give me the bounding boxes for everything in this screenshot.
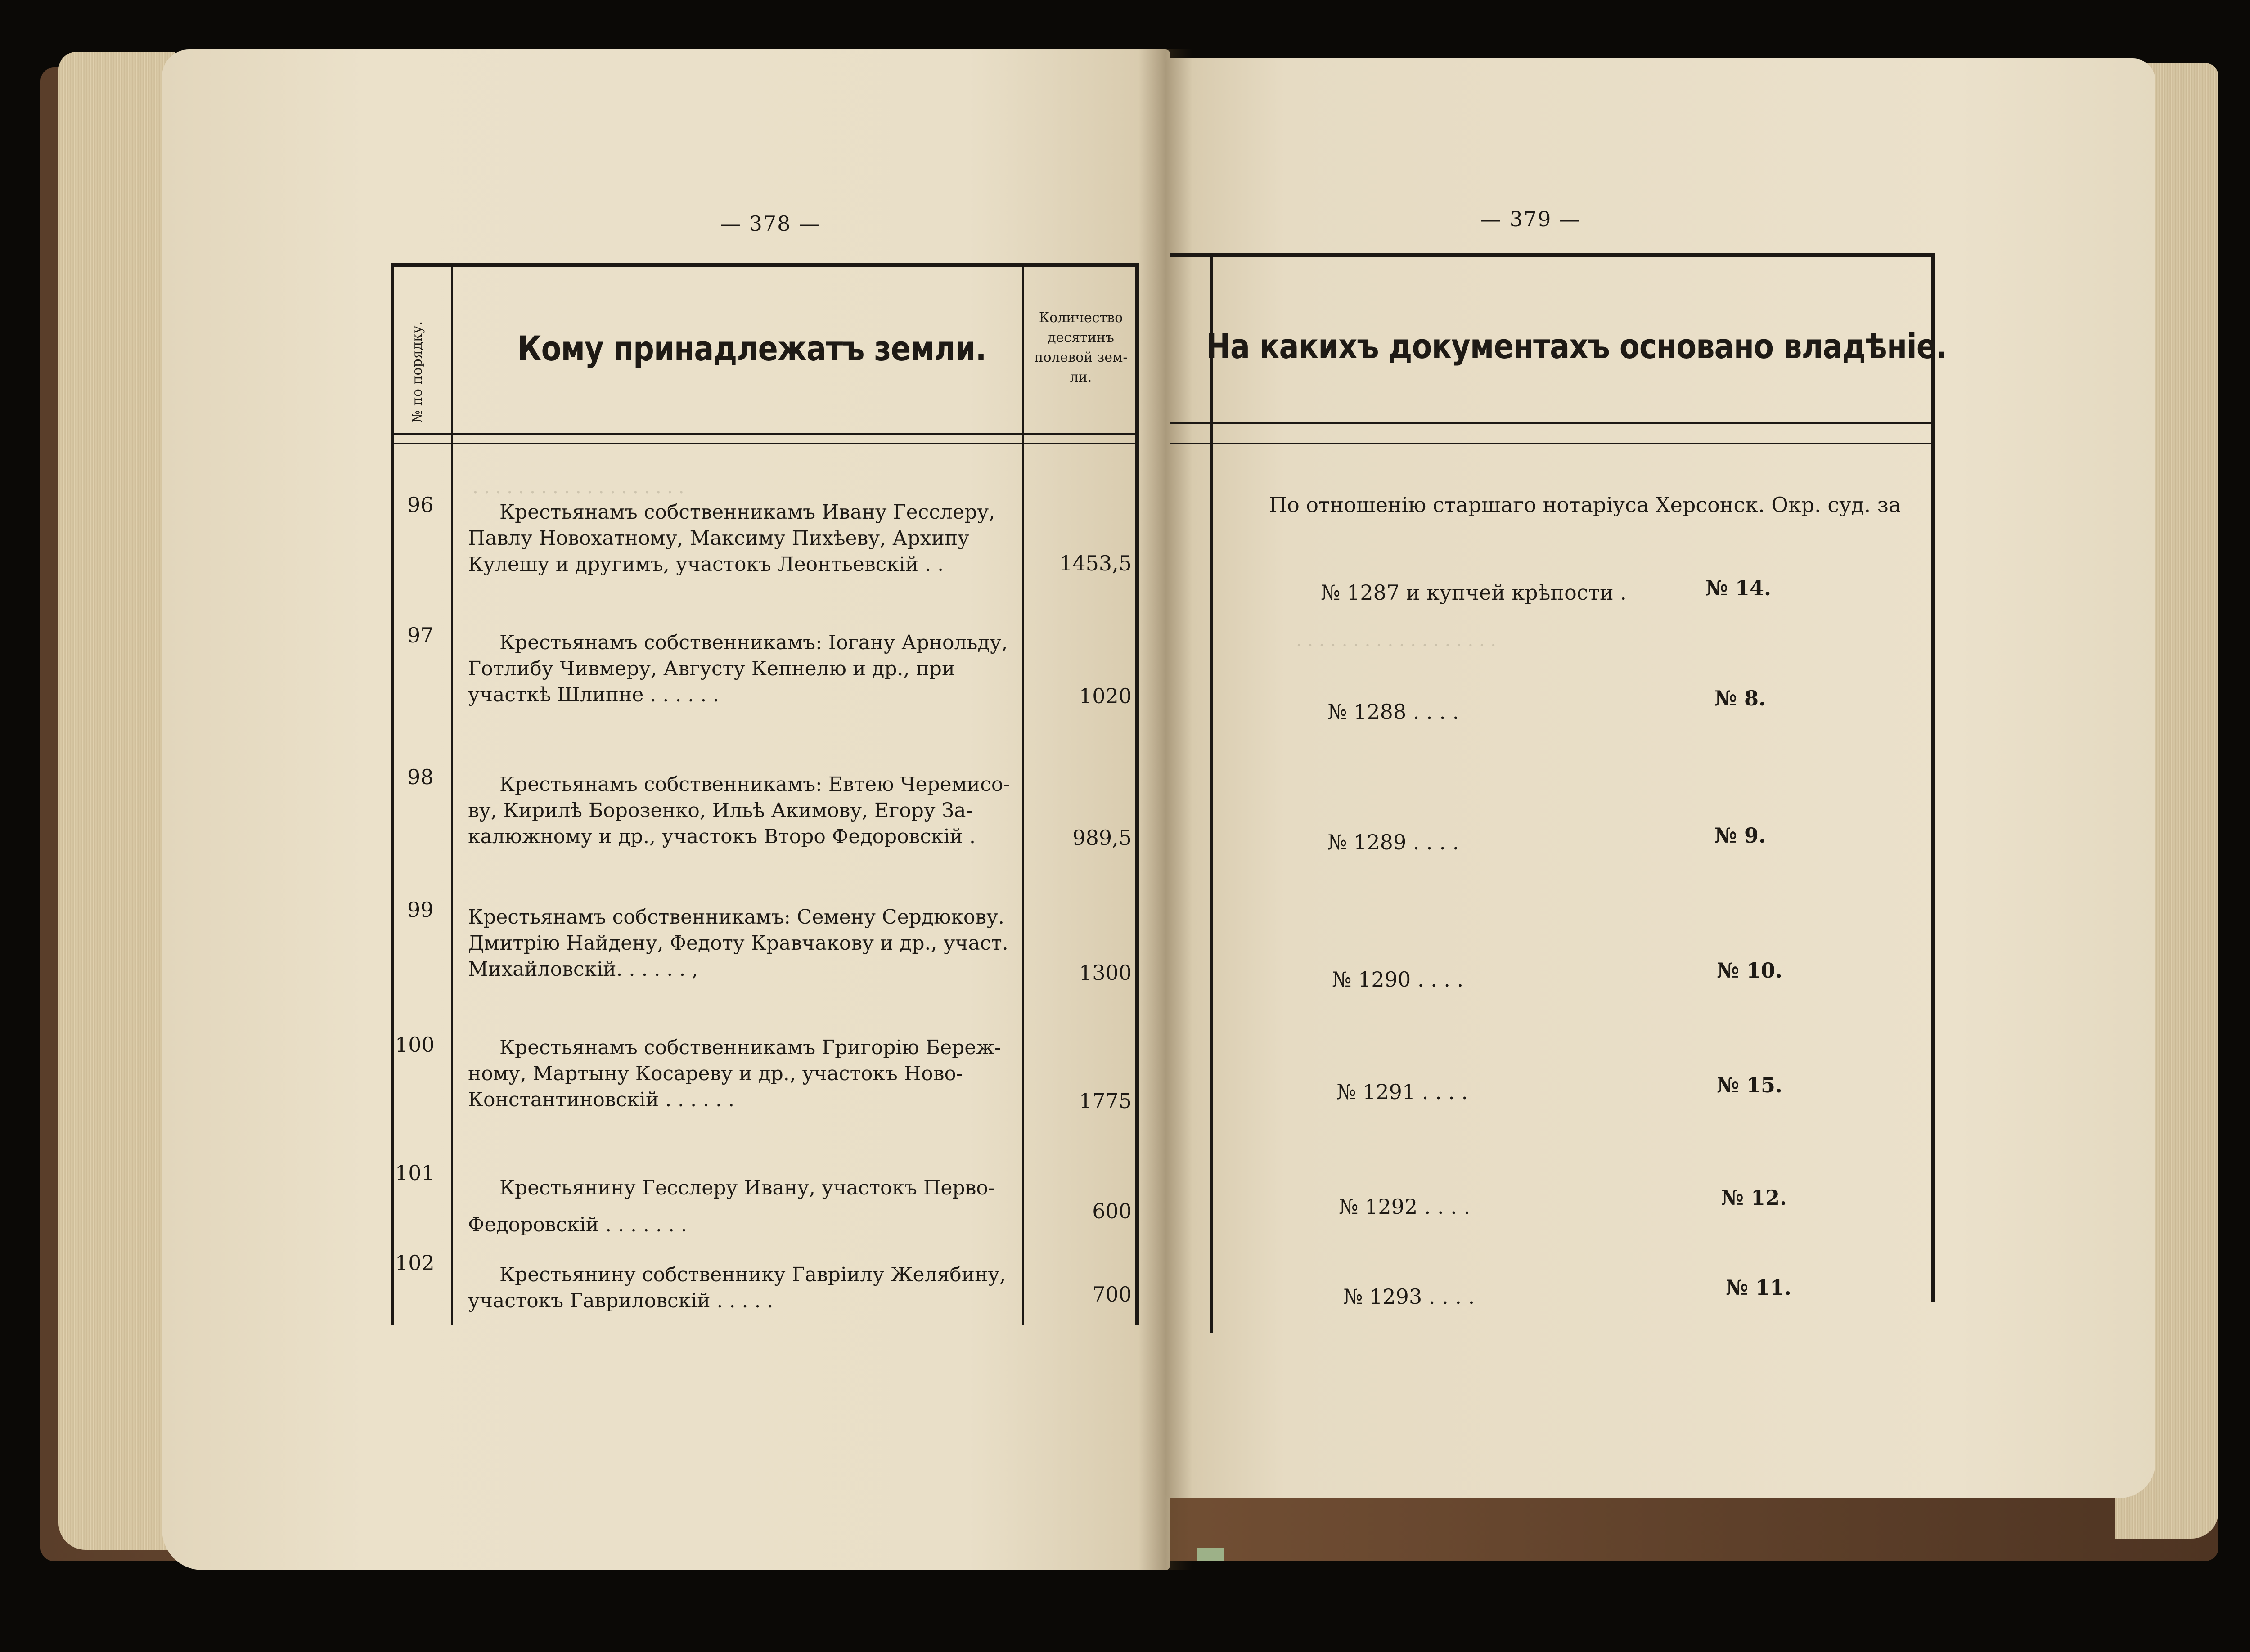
row-quantity: 700 (1092, 1282, 1132, 1306)
row-line: участкѣ Шлипне . . . . . . (468, 683, 720, 706)
row-text (468, 630, 1008, 708)
document-intro: По отношенію старшаго нотаріуса Херсонск. Окр. суд. за (1269, 493, 1901, 517)
quantity-header-line: Количество (1039, 310, 1123, 326)
document-reference: № 1289 . . . . (1328, 830, 1459, 854)
table-header-rule (1170, 422, 1935, 424)
left-page-title: Кому принадлежатъ земли. (518, 328, 986, 368)
document-reference: № 1288 . . . . (1328, 700, 1459, 724)
document-number: № 12. (1721, 1185, 1787, 1210)
table-left-border (391, 263, 394, 1325)
row-line: Крестьянамъ собственникамъ: Семену Сердюкову. (468, 906, 1004, 929)
document-number: № 9. (1714, 823, 1766, 848)
row-line: Готлибу Чивмеру, Августу Кепнелю и др., при (468, 657, 955, 680)
row-line: Михайловскій. . . . . . , (468, 958, 698, 981)
table-top-rule (1170, 253, 1935, 257)
row-line: Павлу Новохатному, Максиму Пихѣеву, Архипу (468, 527, 970, 550)
table-right-border (1135, 263, 1139, 1325)
row-text (468, 1262, 1006, 1314)
row-text (468, 1035, 1001, 1113)
document-reference: № 1292 . . . . (1339, 1194, 1471, 1219)
row-line: участокъ Гавриловскій . . . . . (468, 1289, 774, 1312)
column-header-quantity (1027, 308, 1135, 387)
row-line: Крестьянамъ собственникамъ Григорію Береж- (500, 1036, 1001, 1059)
quantity-header-line: десятинъ (1048, 330, 1114, 346)
table-header-rule-2 (391, 443, 1138, 444)
table-right-border (1931, 253, 1935, 1302)
bleed-through-text: . . . . . . . . . . . . . . . . . . (1296, 630, 1497, 651)
table-col-divider-2 (1022, 263, 1024, 1325)
row-number: 97 (407, 623, 434, 647)
document-number: № 11. (1726, 1275, 1792, 1300)
table-left-border (1210, 253, 1213, 1333)
row-line: Федоровскій . . . . . . . (468, 1213, 687, 1236)
right-page (1166, 58, 2156, 1498)
document-number: № 10. (1717, 958, 1783, 983)
row-number: 101 (395, 1161, 435, 1185)
row-line: Дмитрію Найдену, Федоту Кравчакову и др., участ. (468, 932, 1008, 955)
row-quantity: 1775 (1079, 1089, 1132, 1113)
row-line: Константиновскій . . . . . . (468, 1088, 735, 1111)
row-number: 96 (407, 493, 434, 517)
row-quantity: 1020 (1079, 684, 1132, 708)
document-number: № 14. (1706, 576, 1772, 600)
row-quantity: 1453,5 (1059, 551, 1132, 575)
row-line: ву, Кирилѣ Борозенко, Ильѣ Акимову, Егору За- (468, 799, 973, 822)
row-line: Крестьянамъ собственникамъ Ивану Гесслеру, (500, 501, 995, 524)
bookmark-ribbon (1197, 1548, 1224, 1561)
document-reference: № 1287 и купчей крѣпости . (1321, 580, 1627, 605)
row-line: ному, Мартыну Косареву и др., участокъ Ново- (468, 1062, 963, 1085)
document-reference: № 1291 . . . . (1336, 1080, 1468, 1104)
table-header-rule-2 (1170, 443, 1935, 444)
row-line: Крестьянамъ собственникамъ: Евтею Черемисо- (500, 773, 1010, 796)
row-number: 100 (395, 1032, 435, 1057)
row-text (468, 772, 1010, 850)
row-line: Крестьянамъ собственникамъ: Іогану Арнольду, (500, 631, 1008, 654)
row-text (468, 1170, 995, 1243)
row-quantity: 989,5 (1072, 826, 1132, 850)
column-header-number: № по порядку. (410, 321, 425, 423)
table-header-rule (391, 433, 1138, 435)
right-page-title: На какихъ документахъ основано владѣніе. (1206, 326, 1947, 366)
bleed-through-text: . . . . . . . . . . . . . . . . . . . (472, 477, 684, 498)
row-line: Кулешу и другимъ, участокъ Леонтьевскій . . (468, 553, 944, 576)
row-text (468, 904, 1008, 983)
row-text (468, 499, 995, 578)
row-number: 98 (407, 765, 434, 789)
document-number: № 15. (1717, 1073, 1783, 1097)
row-number: 102 (395, 1251, 435, 1275)
document-reference: № 1293 . . . . (1343, 1284, 1475, 1309)
row-quantity: 1300 (1079, 961, 1132, 985)
table-col-divider (451, 263, 453, 1325)
page-number-left: — 378 — (720, 211, 821, 236)
quantity-header-line: полевой зем- (1034, 350, 1128, 365)
row-line: калюжному и др., участокъ Второ Федоровскій . (468, 825, 976, 848)
page-number-right: — 379 — (1480, 207, 1581, 231)
quantity-header-line: ли. (1070, 369, 1092, 385)
row-quantity: 600 (1092, 1199, 1132, 1223)
left-page-edges (58, 52, 176, 1550)
row-number: 99 (407, 898, 434, 922)
row-line: Крестьянину собственнику Гавріилу Желябину, (500, 1263, 1006, 1286)
document-number: № 8. (1714, 686, 1766, 710)
table-top-rule (391, 263, 1138, 267)
document-reference: № 1290 . . . . (1332, 967, 1464, 992)
book-gutter (1138, 49, 1192, 1570)
row-line: Крестьянину Гесслеру Ивану, участокъ Перво- (500, 1176, 995, 1199)
